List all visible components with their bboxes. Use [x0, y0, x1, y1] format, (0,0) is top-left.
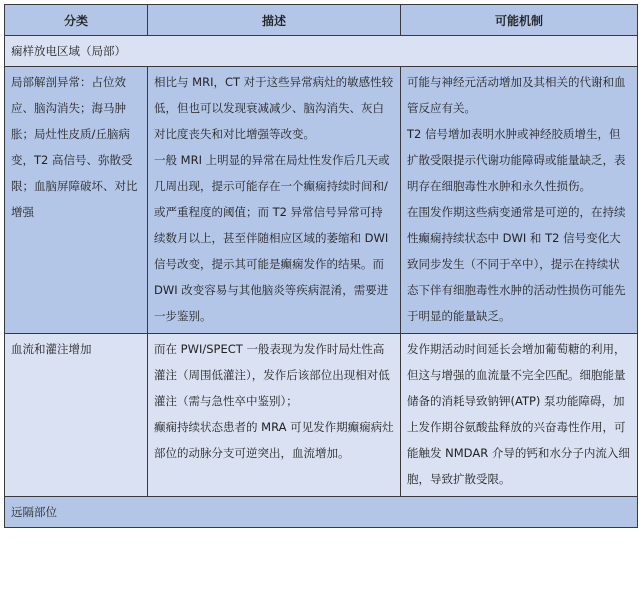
category-cell	[5, 67, 148, 334]
mechanism-cell	[401, 334, 638, 497]
category-cell	[5, 334, 148, 497]
header-description: 描述	[148, 5, 401, 36]
findings-table	[4, 4, 638, 528]
header-category: 分类	[5, 5, 148, 36]
header-mechanism: 可能机制	[401, 5, 638, 36]
table-row	[5, 67, 638, 334]
section-row-remote-site	[5, 497, 638, 528]
description-paragraph: 癫痫持续状态患者的 MRA 可见发作期癫痫病灶部位的动脉分支可逆突出，血流增加。	[154, 420, 394, 460]
description-cell	[148, 334, 401, 497]
category-text: 血流和灌注增加	[11, 342, 92, 356]
description-paragraph: 相比与 MRI，CT 对于这些异常病灶的敏感性较低，但也可以发现衰减减少、脑沟消失、灰白对比度丧失和对比增强等改变。	[154, 75, 394, 141]
mechanism-paragraph: 发作期活动时间延长会增加葡萄糖的利用，但这与增强的血流量不完全匹配。细胞能量储备的消耗导致钠钾(ATP) 泵功能障碍，加上发作期谷氨酸盐释放的兴奋毒性作用，可能触发 NMDAR 介导的钙和水分子内流入细胞，导致扩散受限。	[407, 342, 630, 486]
section-title-remote-site: 远隔部位	[5, 497, 638, 528]
category-text: 局部解剖异常：占位效应、脑沟消失；海马肿胀；局灶性皮质/丘脑病变，T2 高信号、弥散受限；血脑屏障破坏、对比增强	[11, 75, 138, 219]
section-row-seizure-region	[5, 36, 638, 67]
header-row	[5, 5, 638, 36]
mechanism-paragraph: T2 信号增加表明水肿或神经胶质增生，但扩散受限提示代谢功能障碍或能量缺乏，表明存在细胞毒性水肿和永久性损伤。	[407, 127, 626, 193]
table-row	[5, 334, 638, 497]
mechanism-cell	[401, 67, 638, 334]
description-cell	[148, 67, 401, 334]
mechanism-paragraph: 可能与神经元活动增加及其相关的代谢和血管反应有关。	[407, 75, 626, 115]
section-title-seizure-region: 痫样放电区域（局部）	[5, 36, 638, 67]
description-paragraph: 一般 MRI 上明显的异常在局灶性发作后几天或几周出现，提示可能存在一个癫痫持续时间和/或严重程度的阈值；而 T2 异常信号异常可持续数月以上，甚至伴随相应区域的萎缩和 DWI 信号改变，提示其可能是癫痫发作的结果。而 DWI 改变容易与其他脑炎等疾病混淆，需要进一步鉴别。	[154, 153, 390, 323]
mechanism-paragraph: 在围发作期这些病变通常是可逆的，在持续性癫痫持续状态中 DWI 和 T2 信号变化大致同步发生（不同于卒中），提示在持续状态下伴有细胞毒性水肿的活动性损伤可能先于明显的能量缺乏。	[407, 205, 626, 323]
description-paragraph: 而在 PWI/SPECT 一般表现为发作时局灶性高灌注（周围低灌注），发作后该部位出现相对低灌注（需与急性卒中鉴别）；	[154, 342, 390, 408]
